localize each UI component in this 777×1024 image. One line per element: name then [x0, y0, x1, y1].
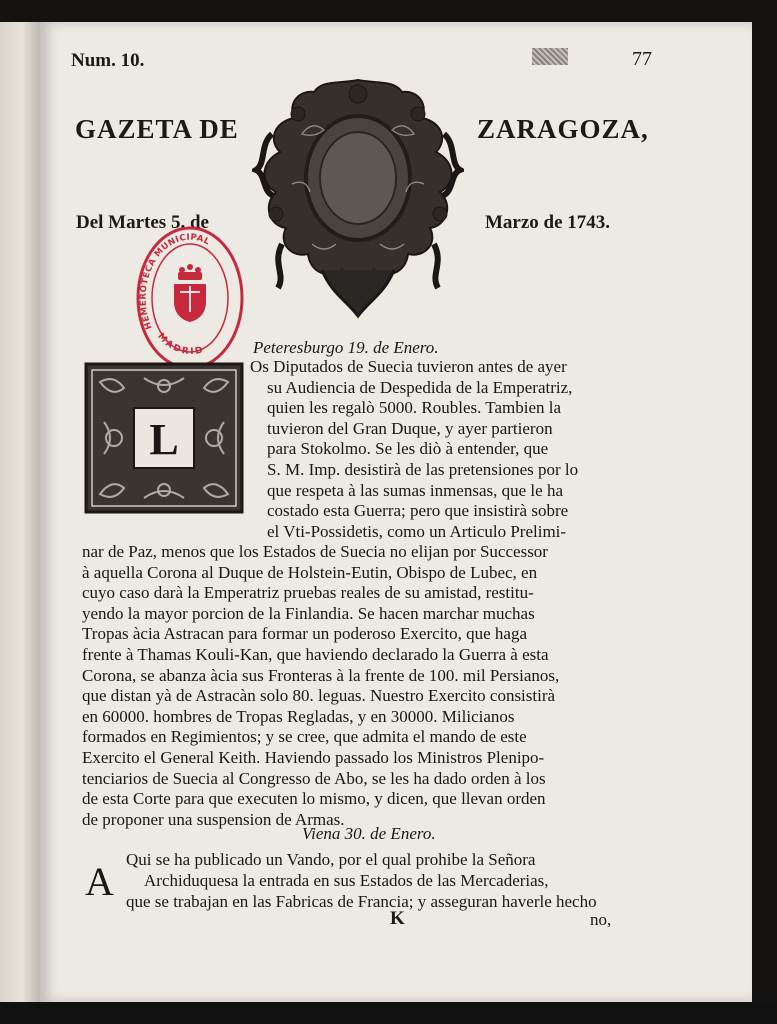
facing-page-edge [0, 22, 40, 1004]
text-line: que respeta à las sumas inmensas, que le ha [250, 480, 563, 500]
dateline-vienna: Viena 30. de Enero. [302, 824, 436, 843]
initial-letter-a: A [85, 859, 114, 904]
issue-date-right: Marzo de 1743. [485, 212, 611, 233]
text-line: nar de Paz, menos que los Estados de Suecia no elijan por Successor [82, 542, 548, 561]
masthead-title-left: GAZETA DE [75, 114, 239, 144]
svg-text:MADRID [155, 332, 205, 358]
text-line: quien les regalò 5000. Roubles. Tambien la [250, 398, 562, 418]
article-text-vienna [126, 849, 597, 912]
stamp-top-text: HEMEROTECA MUNICIPAL [138, 232, 212, 331]
text-line: Archiduquesa la entrada en sus Estados de las Mercaderias, [144, 871, 549, 890]
signature-mark: K [390, 908, 405, 929]
dateline-petersburg: Peteresburgo 19. de Enero. [253, 338, 439, 357]
text-line: à aquella Corona al Duque de Holstein-Eutin, Obispo de Lubec, en [82, 562, 538, 582]
decorated-initial [84, 362, 244, 514]
text-line: de esta Corte para que executen lo mismo, y dicen, que llevan orden [82, 789, 546, 809]
issue-date-left: Del Martes 5. de [76, 212, 209, 233]
issue-number: Num. 10. [71, 50, 145, 71]
text-line: cuyo caso darà la Emperatriz pruebas reales de su amistad, restitu- [82, 583, 534, 603]
text-line: Tropas àcia Astracan para formar un poderoso Exercito, que haga [82, 624, 527, 644]
text-line: tuvieron del Gran Duque, y ayer partieron [250, 418, 553, 438]
text-line: tenciarios de Suecia al Congresso de Abo, se les ha dado orden à los [82, 768, 546, 788]
text-line: que se trabajan en las Fabricas de Francia; y asseguran haverle hecho [126, 892, 597, 911]
text-line: para Stokolmo. Se les diò à entender, que [250, 439, 549, 459]
article-text-full [82, 542, 559, 830]
text-line: su Audiencia de Despedida de la Emperatriz, [250, 377, 573, 397]
text-line: Exercito el General Keith. Haviendo passado los Ministros Plenipo- [82, 747, 545, 767]
text-line: el Vti-Possidetis, como un Articulo Prelimi- [250, 521, 567, 541]
text-line: formados en Regimientos; y se cree, que admita el mando de este [82, 727, 527, 747]
text-line: Qui se ha publicado un Vando, por el qual prohibe la Señora [126, 850, 536, 869]
coat-of-arms-icon [252, 74, 464, 320]
text-line: costado esta Guerra; pero que insistirà sobre [250, 501, 569, 521]
newspaper-page [40, 22, 752, 1002]
library-stamp [134, 224, 246, 372]
text-line: de proponer una suspension de Armas. [82, 809, 345, 829]
initial-letter: L [149, 415, 179, 464]
article-text-indented [250, 357, 578, 542]
text-line: frente à Thamas Kouli-Kan, que haviendo declarado la Guerra à esta [82, 644, 549, 664]
text-line: Os Diputados de Suecia tuvieron antes de ayer [250, 357, 567, 376]
text-line: en 60000. hombres de Tropas Regladas, y en 30000. Milicianos [82, 706, 515, 726]
page-number: 77 [632, 48, 652, 70]
text-line: S. M. Imp. desistirà de las pretensiones por lo [250, 459, 579, 479]
text-line: Corona, se abanza àcia sus Fronteras à la frente de 100. mil Persianos, [82, 665, 560, 685]
masthead-title-right: ZARAGOZA, [477, 114, 649, 144]
scan-bottom-edge [0, 1002, 777, 1024]
stamp-bottom-text: MADRID [155, 331, 206, 358]
text-line: yendo la mayor porcion de la Finlandia. Se hacen marchar muchas [82, 603, 535, 623]
ink-smudge [532, 48, 568, 65]
catchword: no, [590, 910, 612, 929]
text-line: que distan yà de Astracàn solo 80. leguas. Nuestro Exercito consistirà [82, 686, 556, 706]
